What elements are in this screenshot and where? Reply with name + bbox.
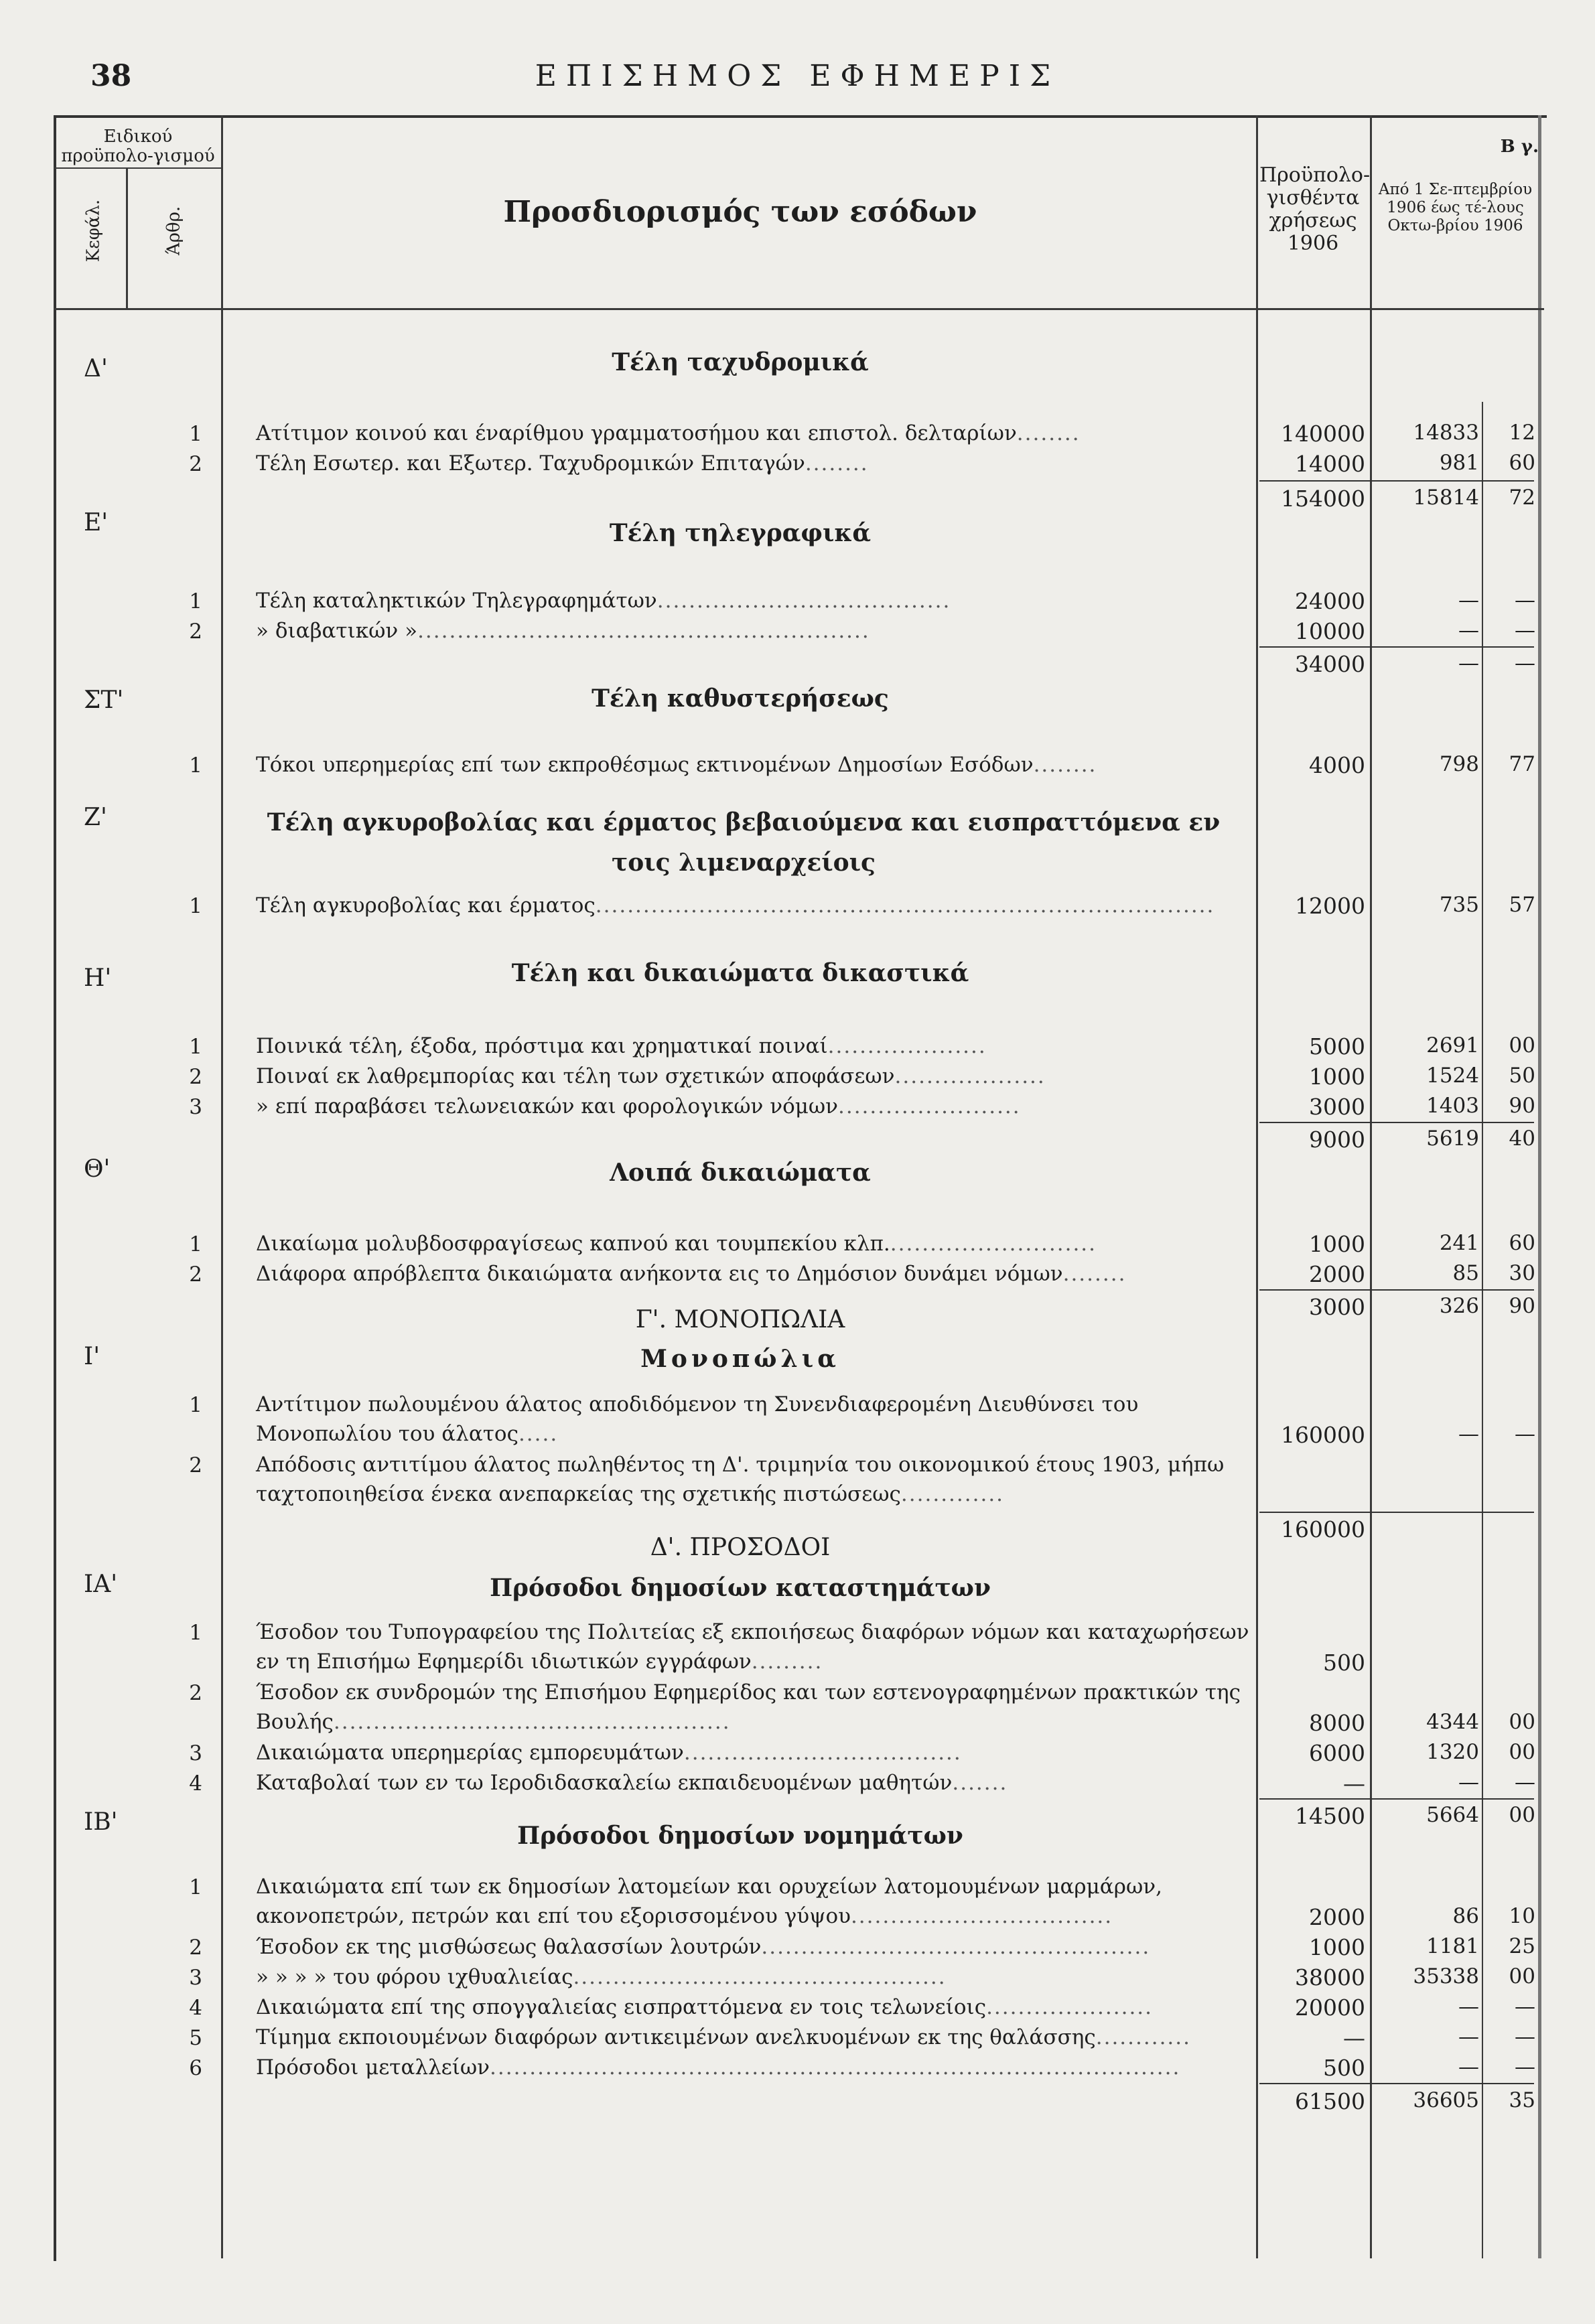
budget-value: — <box>1343 2025 1365 2051</box>
row-description: Αντίτιμον πωλουμένου άλατος αποδιδόμενον τη Συνενδιαφερομένη Διευθύνσει του Μονοπωλίου του άλατος..... <box>256 1392 1139 1446</box>
row-description: Ποιναί εκ λαθρεμπορίας και τέλη των σχετικών αποφάσεων................... <box>256 1064 1046 1088</box>
collected-lepta: — <box>1515 618 1535 642</box>
chapter-number: Η' <box>84 964 112 992</box>
total-lepta: 72 <box>1509 486 1535 510</box>
collected-lepta: 50 <box>1509 1064 1535 1088</box>
collected-lepta: — <box>1515 1770 1535 1794</box>
article-number: 1 <box>189 1875 202 1899</box>
row-description: Δικαιώματα υπερημερίας εμπορευμάτων................................... <box>256 1741 962 1765</box>
article-number: 5 <box>189 2026 202 2050</box>
budget-value: 20000 <box>1295 1994 1365 2021</box>
budget-value: 500 <box>1323 1650 1365 1676</box>
col-header-collected: Από 1 Σε-πτεμβρίου 1906 έως τέ-λους Οκτω-βρίου 1906 <box>1378 181 1533 234</box>
collected-drachmas: 4344 <box>1426 1710 1479 1734</box>
article-number: 1 <box>189 1621 202 1645</box>
section-title: Πρόσοδοι δημοσίων νομημάτων <box>517 1822 963 1850</box>
collected-drachmas: — <box>1458 618 1479 642</box>
chapter-number: Δ' <box>84 355 108 382</box>
total-drachmas: — <box>1458 651 1479 675</box>
row-description: Τέλη Εσωτερ. και Εξωτερ. Ταχυδρομικών Επιταγών........ <box>256 451 869 476</box>
collected-lepta: 12 <box>1509 421 1535 445</box>
collected-lepta: — <box>1515 1994 1535 2019</box>
total-budget: 3000 <box>1309 1294 1365 1320</box>
row-description: Απόδοσις αντιτίμου άλατος πωληθέντος τη Δ'. τριμηνία του οικονομικού έτους 1903, μήπω ταχτοποιηθείσα ένεκα ανεπαρκείας της σχετικής πιστώσεως............. <box>256 1453 1225 1506</box>
collected-drachmas: 1524 <box>1426 1064 1479 1088</box>
col-divider-collected-left <box>1370 115 1372 2258</box>
section-title: Τέλη τηλεγραφικά <box>609 519 872 547</box>
collected-lepta: — <box>1515 588 1535 612</box>
row-description: Έσοδον του Τυπογραφείου της Πολιτείας εξ εκποιήσεως διαφόρων νόμων και καταχωρήσεων εν τη Επισήμω Εφημερίδι ιδιωτικών εγγράφων......... <box>256 1620 1249 1674</box>
budget-value: 160000 <box>1281 1422 1365 1448</box>
row-description: Δικαιώματα επί των εκ δημοσίων λατομείων και ορυχείων λατομουμένων μαρμάρων, ακονοπετρών, πετρών και επί του εξορισσομένου γύψου................................. <box>256 1875 1162 1928</box>
total-drachmas: 5664 <box>1426 1803 1479 1827</box>
section-title: Πρόσοδοι δημοσίων καταστημάτων <box>490 1574 991 1602</box>
col-divider-kefal <box>126 167 128 308</box>
total-lepta: 90 <box>1509 1294 1535 1318</box>
article-number: 1 <box>189 894 202 918</box>
collected-lepta: 00 <box>1509 1740 1535 1764</box>
article-number: 3 <box>189 1966 202 1990</box>
collected-lepta: 90 <box>1509 1094 1535 1118</box>
section-title: Μονοπώλια <box>640 1345 840 1373</box>
budget-value: 8000 <box>1309 1710 1365 1736</box>
collected-lepta: 25 <box>1509 1934 1535 1958</box>
total-rule <box>1259 1512 1534 1513</box>
section-title: Λοιπά δικαιώματα <box>610 1159 871 1187</box>
collected-lepta: 77 <box>1509 752 1535 776</box>
budget-value: 10000 <box>1295 618 1365 644</box>
collected-drachmas: 981 <box>1439 451 1479 475</box>
total-budget: 14500 <box>1295 1803 1365 1829</box>
total-budget: 61500 <box>1295 2088 1365 2114</box>
section-title: Τέλη αγκυροβολίας και έρματος βεβαιούμενα και εισπραττόμενα εν τοις λιμεναρχείοις <box>267 808 1221 877</box>
collected-drachmas: 1320 <box>1426 1740 1479 1764</box>
budget-value: 500 <box>1323 2055 1365 2081</box>
section-title: Τέλη καθυστερήσεως <box>592 684 889 713</box>
collected-drachmas: 1403 <box>1426 1094 1479 1118</box>
budget-value: 4000 <box>1309 752 1365 778</box>
chapter-number: Ι' <box>84 1343 100 1370</box>
collected-lepta: 57 <box>1509 893 1535 917</box>
collected-lepta: 30 <box>1509 1261 1535 1285</box>
budget-value: 1000 <box>1309 1064 1365 1090</box>
budget-value: 14000 <box>1295 451 1365 477</box>
total-budget: 34000 <box>1295 651 1365 677</box>
chapter-number: ΙΑ' <box>84 1571 118 1598</box>
collected-drachmas: — <box>1458 1422 1479 1446</box>
collected-lepta: 00 <box>1509 1964 1535 1988</box>
collected-drachmas: — <box>1458 588 1479 612</box>
row-description: Δικαίωμα μολυβδοσφραγίσεως καπνού και τουμπεκίου κλπ........................... <box>256 1232 1097 1256</box>
total-rule <box>1259 1798 1534 1800</box>
collected-lepta: — <box>1515 2055 1535 2079</box>
col-header-arth: Άρθρ. <box>163 206 184 256</box>
article-number: 4 <box>189 1771 202 1796</box>
collected-lepta: 10 <box>1509 1904 1535 1928</box>
collected-lepta: 00 <box>1509 1033 1535 1058</box>
col-header-budget: Προϋπολο-γισθέντα χρήσεως 1906 <box>1259 163 1371 255</box>
article-number: 6 <box>189 2056 202 2080</box>
section-title: Τέλη και δικαιώματα δικαστικά <box>511 959 969 987</box>
table-frame-right-edge <box>1538 115 1541 2258</box>
col-header-kefal: Κεφάλ. <box>83 199 104 263</box>
article-number: 3 <box>189 1095 202 1119</box>
budget-value: 2000 <box>1309 1261 1365 1287</box>
row-description: Ατίτιμον κοινού και έναρίθμου γραμματοσήμου και επιστολ. δελταρίων........ <box>256 421 1081 445</box>
page-number: 38 <box>90 59 132 93</box>
row-description: Τέλη καταληκτικών Τηλεγραφημάτων..................................... <box>256 589 951 613</box>
budget-value: 1000 <box>1309 1934 1365 1960</box>
col-divider-lepta <box>1482 402 1483 2258</box>
collected-drachmas: 735 <box>1439 893 1479 917</box>
col-divider-desc-left <box>221 115 223 2258</box>
chapter-number: ΙΒ' <box>84 1808 118 1836</box>
total-lepta: 00 <box>1509 1803 1535 1827</box>
collected-drachmas: 85 <box>1452 1261 1479 1285</box>
collected-lepta: — <box>1515 2025 1535 2049</box>
collected-drachmas: — <box>1458 1994 1479 2019</box>
col-header-corner: Β γ. <box>1500 137 1539 157</box>
article-number: 2 <box>189 1936 202 1960</box>
article-number: 2 <box>189 452 202 476</box>
budget-value: 140000 <box>1281 421 1365 447</box>
col-header-eidikou: Ειδικού προϋπολο-γισμού <box>61 127 215 166</box>
total-lepta: — <box>1515 651 1535 675</box>
row-description: » διαβατικών »......................................................... <box>256 619 870 643</box>
chapter-number: Ζ' <box>84 804 107 831</box>
article-number: 4 <box>189 1996 202 2020</box>
budget-value: — <box>1343 1770 1365 1796</box>
article-number: 1 <box>189 1232 202 1256</box>
part-heading: Δ'. ΠΡΟΣΟΔΟΙ <box>650 1534 831 1561</box>
chapter-number: Θ' <box>84 1155 111 1183</box>
article-number: 2 <box>189 1681 202 1705</box>
row-description: Καταβολαί των εν τω Ιεροδιδασκαλείω εκπαιδευομένων μαθητών....... <box>256 1771 1008 1795</box>
collected-lepta: 60 <box>1509 451 1535 475</box>
total-budget: 154000 <box>1281 486 1365 512</box>
row-description: Έσοδον εκ της μισθώσεως θαλασσίων λουτρών................................................. <box>256 1935 1151 1959</box>
total-rule <box>1259 2083 1534 2084</box>
collected-drachmas: — <box>1458 2025 1479 2049</box>
collected-lepta: 60 <box>1509 1231 1535 1255</box>
budget-value: 2000 <box>1309 1904 1365 1930</box>
total-budget: 160000 <box>1281 1516 1365 1542</box>
running-head: ΕΠΙΣΗΜΟΣ ΕΦΗΜΕΡΙΣ <box>535 59 1060 93</box>
row-description: Δικαιώματα επί της σπογγαλιείας εισπραττόμενα εν τοις τελωνείοις..................... <box>256 1995 1154 2019</box>
article-number: 1 <box>189 753 202 778</box>
total-lepta: 40 <box>1509 1127 1535 1151</box>
budget-value: 38000 <box>1295 1964 1365 1990</box>
total-rule <box>1259 480 1534 482</box>
collected-drachmas: 35338 <box>1413 1964 1479 1988</box>
row-description: » επί παραβάσει τελωνειακών και φορολογικών νόμων....................... <box>256 1094 1021 1118</box>
row-description: » » » » του φόρου ιχθυαλιείας............................................... <box>256 1965 947 1989</box>
total-budget: 9000 <box>1309 1127 1365 1153</box>
article-number: 2 <box>189 1065 202 1089</box>
budget-value: 24000 <box>1295 588 1365 614</box>
chapter-number: Ε' <box>84 509 109 536</box>
budget-value: 6000 <box>1309 1740 1365 1766</box>
total-drachmas: 326 <box>1439 1294 1479 1318</box>
col-header-description: Προσδιορισμός των εσόδων <box>503 195 977 229</box>
collected-drachmas: 2691 <box>1426 1033 1479 1058</box>
article-number: 1 <box>189 589 202 613</box>
part-heading: Γ'. ΜΟΝΟΠΩΛΙΑ <box>635 1306 845 1333</box>
article-number: 2 <box>189 620 202 644</box>
collected-drachmas: 798 <box>1439 752 1479 776</box>
collected-lepta: — <box>1515 1422 1535 1446</box>
article-number: 1 <box>189 1393 202 1417</box>
total-drachmas: 15814 <box>1413 486 1479 510</box>
row-description: Έσοδον εκ συνδρομών της Επισήμου Εφημερίδος και των εστενογραφημένων πρακτικών της Βουλής.................................................. <box>256 1680 1241 1734</box>
article-number: 3 <box>189 1741 202 1765</box>
total-drachmas: 36605 <box>1413 2088 1479 2112</box>
row-description: Τέλη αγκυροβολίας και έρματος.............................................................................. <box>256 893 1215 918</box>
row-description: Ποινικά τέλη, έξοδα, πρόστιμα και χρηματικαί ποιναί.................... <box>256 1034 987 1058</box>
row-description: Τόκοι υπερημερίας επί των εκπροθέσμως εκτινομένων Δημοσίων Εσόδων........ <box>256 753 1097 777</box>
row-description: Πρόσοδοι μεταλλείων....................................................................................... <box>256 2055 1181 2080</box>
row-description: Διάφορα απρόβλεπτα δικαιώματα ανήκοντα εις το Δημόσιον δυνάμει νόμων........ <box>256 1262 1127 1286</box>
article-number: 2 <box>189 1453 202 1477</box>
page-header <box>0 59 1595 106</box>
total-rule <box>1259 1289 1534 1291</box>
collected-drachmas: 14833 <box>1413 421 1479 445</box>
chapter-number: ΣΤ' <box>84 686 124 714</box>
collected-drachmas: — <box>1458 2055 1479 2079</box>
collected-drachmas: 1181 <box>1426 1934 1479 1958</box>
total-rule <box>1259 1122 1534 1123</box>
budget-value: 12000 <box>1295 893 1365 919</box>
budget-value: 1000 <box>1309 1231 1365 1257</box>
header-bottom-rule <box>54 308 1544 310</box>
collected-drachmas: 86 <box>1452 1904 1479 1928</box>
total-lepta: 35 <box>1509 2088 1535 2112</box>
collected-lepta: 00 <box>1509 1710 1535 1734</box>
header-rule-eidikou <box>54 167 221 169</box>
row-description: Τίμημα εκποιουμένων διαφόρων αντικειμένων ανελκυομένων εκ της θαλάσσης............ <box>256 2025 1191 2049</box>
section-title: Τέλη ταχυδρομικά <box>612 348 869 376</box>
budget-value: 5000 <box>1309 1033 1365 1060</box>
collected-drachmas: 241 <box>1439 1231 1479 1255</box>
budget-value: 3000 <box>1309 1094 1365 1120</box>
total-drachmas: 5619 <box>1426 1127 1479 1151</box>
total-rule <box>1259 646 1534 648</box>
article-number: 1 <box>189 422 202 446</box>
article-number: 1 <box>189 1035 202 1059</box>
collected-drachmas: — <box>1458 1770 1479 1794</box>
article-number: 2 <box>189 1262 202 1287</box>
